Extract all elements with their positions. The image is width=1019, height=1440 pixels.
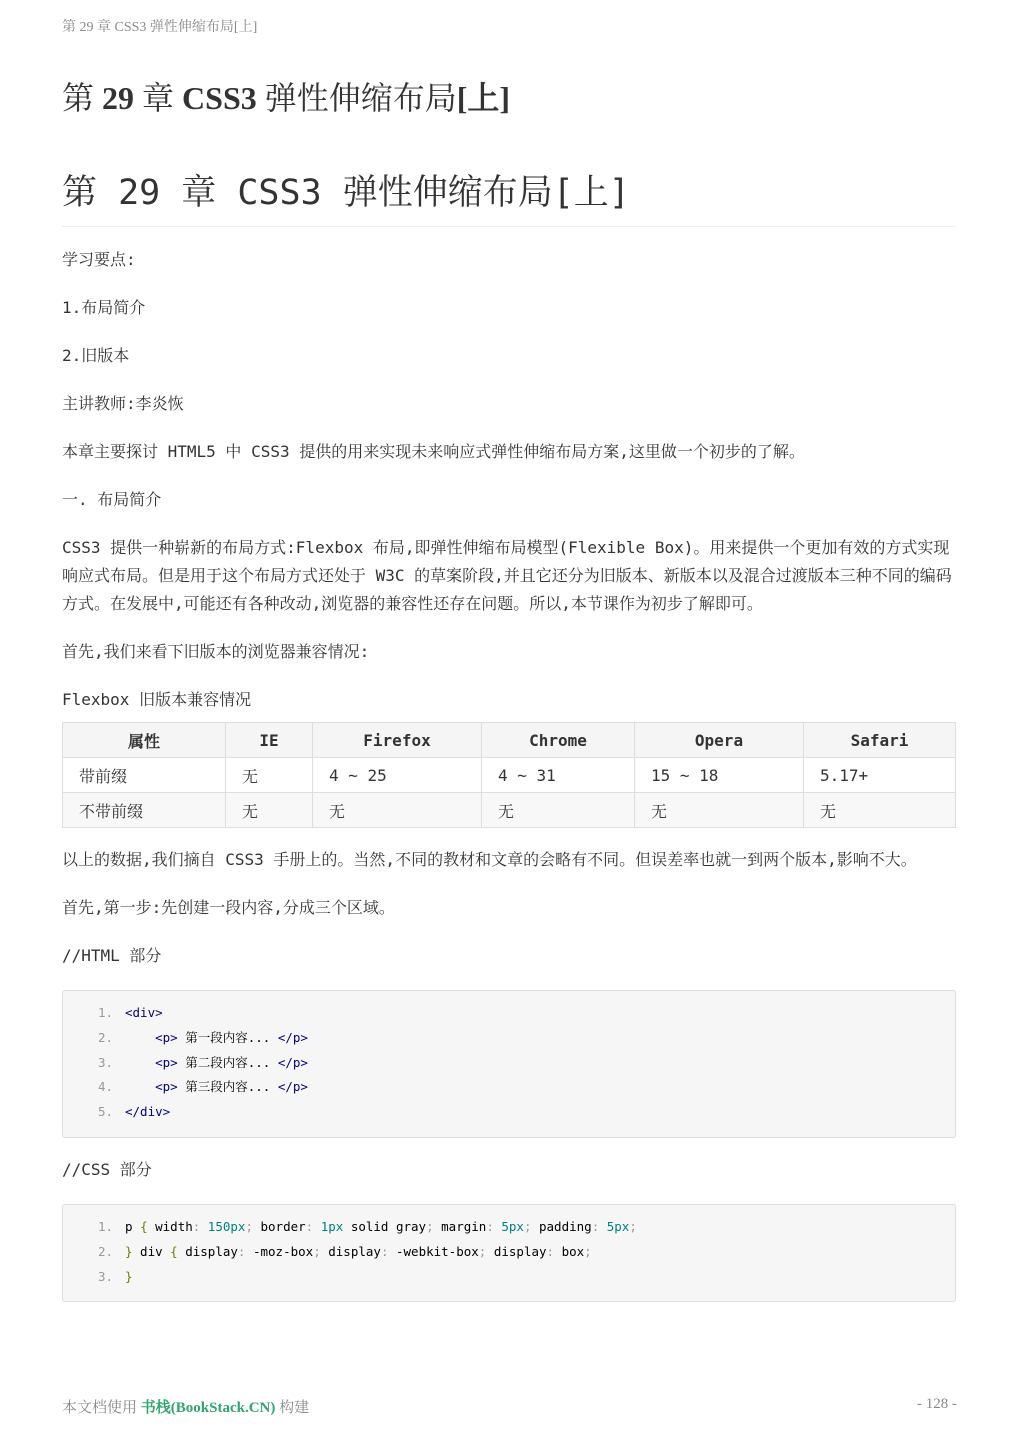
code-token: : — [591, 1218, 600, 1234]
code-token: ; — [478, 1243, 487, 1259]
code-token: <p> — [155, 1079, 178, 1095]
line-number: 2. — [97, 1243, 113, 1259]
table-header-cell: Opera — [635, 723, 804, 758]
line-number: 3. — [97, 1054, 113, 1070]
paragraph-data-source: 以上的数据,我们摘自 CSS3 手册上的。当然,不同的教材和文章的会略有不同。但误差率也就一到两个版本,影响不大。 — [62, 850, 917, 869]
table-cell: 4 ~ 31 — [482, 758, 635, 793]
code-token: </p> — [277, 1079, 308, 1095]
chapter-title-zhang: 章 — [134, 80, 183, 116]
paragraph-intro: 本章主要探讨 HTML5 中 CSS3 提供的用来实现未来响应式弹性伸缩布局方案,这里做一个初步的了解。 — [62, 442, 805, 461]
code-token: </p> — [277, 1054, 308, 1070]
paragraph-html-label: //HTML 部分 — [62, 946, 162, 965]
code-line — [63, 1051, 955, 1076]
line-number: 5. — [97, 1104, 113, 1120]
code-token: display — [320, 1243, 381, 1259]
chapter-title-number: 29 — [102, 80, 135, 116]
table-row — [63, 758, 956, 793]
line-number: 4. — [97, 1079, 113, 1095]
running-header: 第 29 章 CSS3 弹性伸缩布局[上] — [62, 20, 258, 35]
code-token: </p> — [277, 1029, 308, 1045]
line-number: 1. — [97, 1218, 113, 1234]
code-token: 1px — [313, 1218, 344, 1234]
code-token: 第二段内容... — [177, 1054, 278, 1070]
code-token: ; — [584, 1243, 592, 1259]
footer-suffix: 构建 — [275, 1400, 310, 1416]
table-cell: 无 — [635, 793, 804, 828]
article-body — [62, 246, 956, 1320]
code-token: } — [125, 1243, 133, 1259]
paragraph-study-points: 学习要点: — [62, 250, 136, 269]
code-token: { — [140, 1218, 148, 1234]
table-header-cell: Firefox — [313, 723, 482, 758]
table-cell: 无 — [482, 793, 635, 828]
table-header-cell: IE — [226, 723, 313, 758]
section-heading-layout-intro: 一. 布局简介 — [62, 490, 162, 509]
code-token: <p> — [155, 1029, 178, 1045]
paragraph-teacher: 主讲教师:李炎恢 — [62, 394, 184, 413]
code-token: ; — [629, 1218, 637, 1234]
paragraph-point-2: 2.旧版本 — [62, 346, 130, 365]
table-cell: 不带前缀 — [63, 793, 226, 828]
table-row — [63, 793, 956, 828]
code-token: : — [305, 1218, 314, 1234]
table-cell: 无 — [804, 793, 956, 828]
table-header-cell: Chrome — [482, 723, 635, 758]
page-number: - 128 - — [917, 1396, 957, 1412]
code-token: border — [252, 1218, 306, 1234]
table-cell: 4 ~ 25 — [313, 758, 482, 793]
code-token: </div> — [125, 1104, 171, 1120]
table-cell: 5.17+ — [804, 758, 956, 793]
chapter-title-css: CSS3 — [182, 80, 257, 116]
code-token: 第一段内容... — [177, 1029, 278, 1045]
code-token: 150px — [200, 1218, 246, 1234]
table-cell: 无 — [226, 758, 313, 793]
table-cell: 15 ~ 18 — [635, 758, 804, 793]
code-token: 5px — [599, 1218, 630, 1234]
code-token: -moz-box — [245, 1243, 314, 1259]
bookstack-link[interactable]: 书栈(BookStack.CN) — [140, 1400, 276, 1416]
code-line — [63, 1100, 955, 1125]
table-caption: Flexbox 旧版本兼容情况 — [62, 690, 252, 709]
table-cell: 无 — [313, 793, 482, 828]
footer-prefix: 本文档使用 — [62, 1400, 141, 1416]
code-token: div — [132, 1243, 171, 1259]
code-token: display — [486, 1243, 547, 1259]
chapter-title-prefix: 第 — [62, 80, 103, 116]
table-header-row — [63, 723, 956, 758]
code-token: -webkit-box — [388, 1243, 479, 1259]
code-token: p — [125, 1218, 141, 1234]
code-token: padding — [531, 1218, 592, 1234]
code-token: box — [554, 1243, 585, 1259]
paragraph-flexbox-description: CSS3 提供一种崭新的布局方式:Flexbox 布局,即弹性伸缩布局模型(Flexible Box)。用来提供一个更加有效的方式实现响应式布局。但是用于这个布局方式还处于 W3C 的草案阶段,并且它还分为旧版本、新版本以及混合过渡版本三种不同的编码方式。在发展中,可能还有各种改动,浏览器的兼容性还存在问题。所以,本节课作为初步了解即可。 — [62, 538, 952, 613]
line-number: 3. — [97, 1268, 113, 1284]
code-token: <p> — [155, 1054, 178, 1070]
code-line — [63, 1001, 955, 1026]
code-line — [63, 1026, 955, 1051]
table-header-cell: Safari — [804, 723, 956, 758]
code-token: : — [380, 1243, 389, 1259]
code-token: : — [192, 1218, 201, 1234]
code-token: ; — [426, 1218, 434, 1234]
code-token: margin — [433, 1218, 487, 1234]
compatibility-table — [62, 722, 956, 828]
code-token: 第三段内容... — [177, 1079, 278, 1095]
code-token: 5px — [493, 1218, 524, 1234]
footer-credit — [62, 1396, 309, 1417]
code-token: ; — [313, 1243, 321, 1259]
code-token: : — [546, 1243, 555, 1259]
code-line — [63, 1215, 955, 1240]
code-line — [63, 1075, 955, 1100]
code-line — [63, 1240, 955, 1265]
chapter-title — [62, 78, 510, 118]
code-token: <div> — [125, 1005, 163, 1020]
code-token: { — [170, 1243, 178, 1259]
paragraph-css-label: //CSS 部分 — [62, 1159, 152, 1179]
code-token: solid gray — [343, 1218, 427, 1234]
code-token: display — [177, 1243, 238, 1259]
code-line — [63, 1265, 955, 1290]
code-token: ; — [523, 1218, 532, 1234]
paragraph-step-one: 首先,第一步:先创建一段内容,分成三个区域。 — [62, 898, 395, 917]
code-token: : — [486, 1218, 494, 1234]
code-token: width — [147, 1218, 193, 1234]
code-token: : — [237, 1243, 246, 1259]
paragraph-compat-lead: 首先,我们来看下旧版本的浏览器兼容情况: — [62, 642, 370, 661]
paragraph-point-1: 1.布局简介 — [62, 298, 146, 317]
chapter-title-mid: 弹性伸缩布局 — [256, 80, 457, 116]
code-token: ; — [245, 1218, 253, 1234]
css-code-block — [62, 1204, 956, 1302]
line-number: 2. — [97, 1029, 113, 1045]
main-heading: 第 29 章 CSS3 弹性伸缩布局[上] — [62, 168, 956, 227]
table-header-cell: 属性 — [63, 723, 226, 758]
table-cell: 无 — [226, 793, 313, 828]
table-cell: 带前缀 — [63, 758, 226, 793]
line-number: 1. — [97, 1005, 113, 1020]
chapter-title-tail: [上] — [456, 80, 511, 116]
code-token: } — [125, 1268, 133, 1284]
html-code-block — [62, 990, 956, 1138]
